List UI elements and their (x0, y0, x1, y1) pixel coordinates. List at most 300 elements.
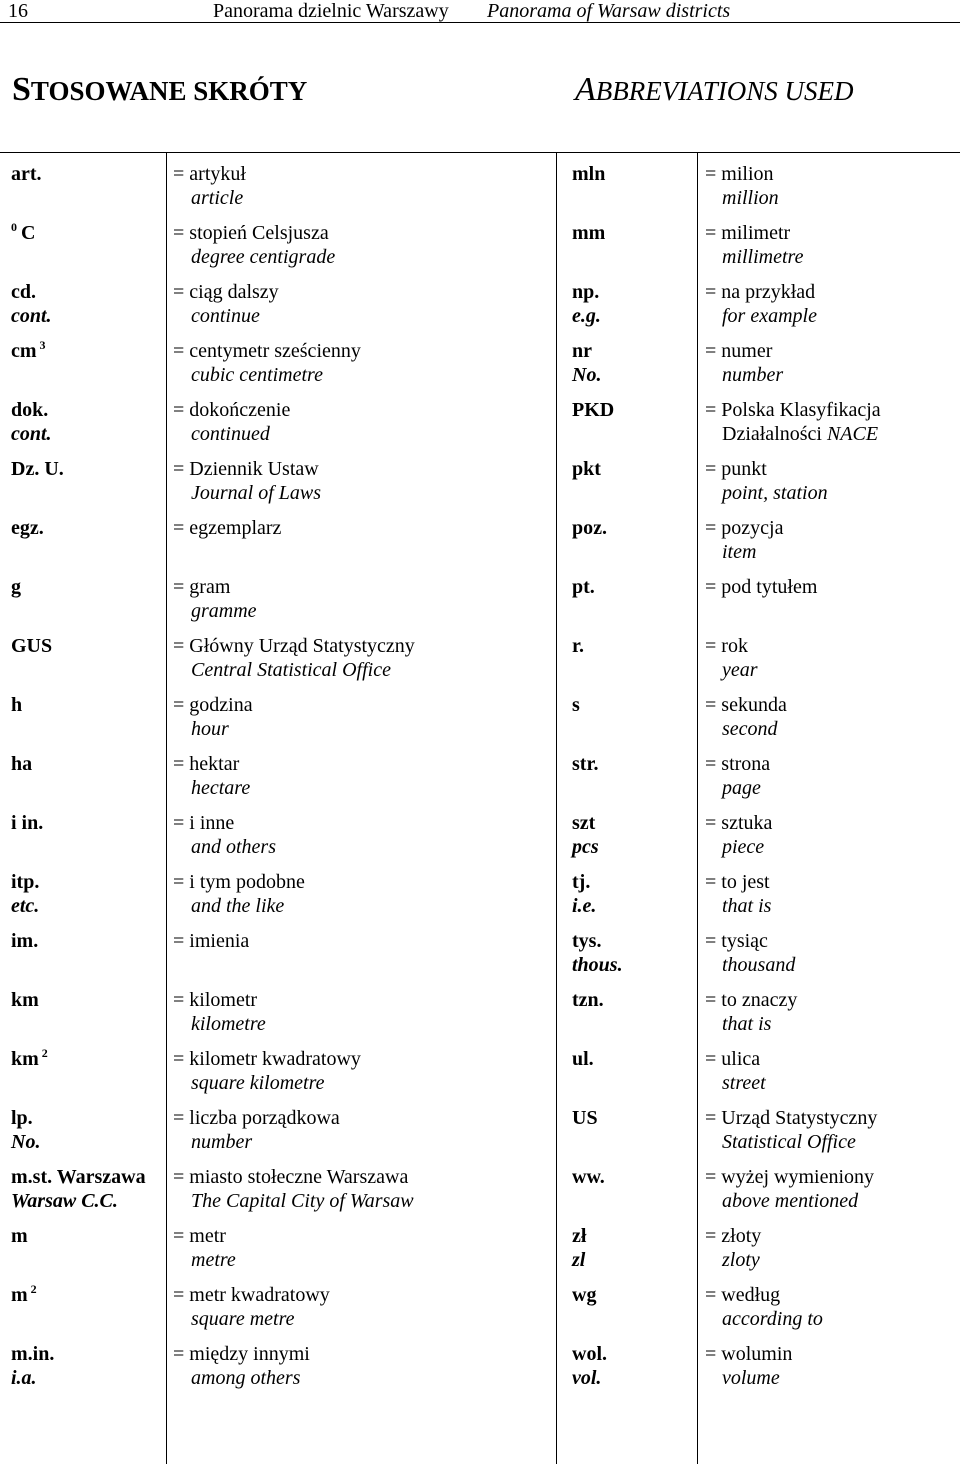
abbreviation-cell (11, 752, 32, 776)
definition-second-line (705, 1130, 877, 1154)
definition-second-line (705, 481, 828, 505)
abbreviation (572, 988, 604, 1012)
abbreviation (572, 1047, 594, 1071)
definition-pl: = milion (705, 163, 774, 185)
definition-en: gramme (191, 600, 257, 622)
definition-second-line (173, 894, 305, 918)
definition-en: article (191, 187, 244, 209)
abbreviation (572, 693, 580, 717)
definition-second-line (705, 1189, 874, 1213)
abbreviation-text: poz. (572, 517, 607, 539)
definition-en: hectare (191, 777, 251, 799)
definition-en: that is (722, 1013, 772, 1035)
definition-cell (173, 398, 290, 446)
definition-cell (705, 1047, 766, 1095)
definition-pl: = strona (705, 753, 771, 775)
abbreviation-text: cm (11, 340, 37, 362)
definition-second-line (173, 1130, 340, 1154)
abbreviation-text: wg (572, 1284, 597, 1306)
abbreviation (11, 929, 38, 953)
abbreviation-en: e.g. (572, 305, 601, 327)
abbreviation-text: ww. (572, 1166, 605, 1188)
definition-pl: = punkt (705, 458, 767, 480)
abbreviation-cell (572, 1224, 586, 1272)
definition-cell (173, 457, 321, 505)
abbreviation-en: zl (572, 1249, 586, 1271)
abbreviation-text: tys. (572, 930, 602, 952)
definition-second-line (173, 245, 335, 269)
abbreviation-cell (11, 1047, 48, 1071)
section-heading-pl: STOSOWANE SKRÓTY (12, 71, 308, 108)
abbreviation (572, 221, 605, 245)
abbreviation (572, 280, 601, 304)
abbreviation (572, 870, 596, 894)
abbreviation-cell (11, 221, 35, 245)
abbreviation (572, 398, 614, 422)
abbreviation-cell (11, 1283, 37, 1307)
superscript: 2 (41, 1046, 48, 1060)
abbreviation-cell (11, 339, 46, 363)
definition-pl: = to znaczy (705, 989, 798, 1011)
abbreviation-cell (11, 693, 22, 717)
definition-en: continued (191, 423, 270, 445)
definition-cell (705, 339, 783, 387)
abbreviation-en: i.e. (572, 895, 597, 917)
abbreviation-text: dok. (11, 399, 49, 421)
abbreviation-text: s (572, 694, 580, 716)
definition-second-line (173, 481, 321, 505)
abbreviation-cell (572, 339, 601, 387)
abbreviation-text: km (11, 989, 39, 1011)
running-title-pl: Panorama dzielnic Warszawy (213, 0, 449, 22)
definition-pl: = według (705, 1284, 781, 1306)
definition-pl: = wolumin (705, 1343, 793, 1365)
definition-second-line (705, 776, 770, 800)
abbreviation-cell (11, 1224, 28, 1248)
abbreviation-text: pt. (572, 576, 595, 598)
definition-en: million (722, 187, 779, 209)
abbreviation-cell (572, 693, 580, 717)
abbreviation (572, 339, 601, 363)
abbreviation-text: C (21, 222, 36, 244)
definition-pl: = numer (705, 340, 773, 362)
definition-en: for example (722, 305, 817, 327)
definition-pl: = sekunda (705, 694, 787, 716)
abbreviation-cell (572, 811, 599, 859)
definition-pl: = Dziennik Ustaw (173, 458, 319, 480)
definition-cell (173, 221, 335, 269)
definition-cell (173, 988, 266, 1036)
abbreviation-text: cd. (11, 281, 36, 303)
definition-cell (705, 575, 817, 599)
abbreviation-cell (572, 1342, 607, 1390)
definition-second-line (173, 186, 246, 210)
abbreviation-cell (11, 457, 64, 481)
page-number: 16 (8, 0, 28, 22)
definition-cell (705, 1165, 874, 1213)
abbreviation-cell (11, 988, 39, 1012)
section-heading-en: ABBREVIATIONS USED (575, 71, 854, 108)
abbreviation-text: wol. (572, 1343, 607, 1365)
definition-cell (173, 162, 246, 210)
definition-second-line (173, 1307, 330, 1331)
abbreviation (11, 811, 43, 835)
definition-pl: = kilometr kwadratowy (173, 1048, 361, 1070)
definition-second-line (173, 776, 250, 800)
definition-en: that is (722, 895, 772, 917)
definition-en: number (722, 364, 784, 386)
abbreviation-text: art. (11, 163, 42, 185)
definition-cell (705, 929, 795, 977)
definition-second-line (173, 717, 253, 741)
abbreviation-cell (572, 1165, 605, 1189)
definition-pl: = liczba porządkowa (173, 1107, 340, 1129)
abbreviation-text: mm (572, 222, 606, 244)
definition-en: millimetre (722, 246, 804, 268)
definition-pl: = sztuka (705, 812, 773, 834)
definition-cell (173, 1342, 310, 1390)
definition-en: number (191, 1131, 253, 1153)
definition-pl: = Główny Urząd Statystyczny (173, 635, 415, 657)
definition-en: page (722, 777, 761, 799)
abbreviation (11, 339, 46, 363)
definition-cell (173, 634, 415, 682)
definition-second-line (173, 1366, 310, 1390)
definition-cell (705, 634, 758, 682)
abbreviation-text: km (11, 1048, 39, 1070)
definition-en: zloty (722, 1249, 760, 1271)
definition-en: square kilometre (191, 1072, 325, 1094)
definition-cell (173, 575, 257, 623)
abbreviation-cell (572, 575, 595, 599)
abbreviation (572, 752, 598, 776)
abbreviation-cell (572, 870, 596, 918)
definition-second-line (705, 363, 783, 387)
definition-cell (705, 221, 803, 269)
abbreviation-text: nr (572, 340, 592, 362)
definition-en: hour (191, 718, 229, 740)
abbreviation-text: m.st. Warszawa (11, 1166, 146, 1188)
definition-pl: = metr (173, 1225, 226, 1247)
abbreviation-text: str. (572, 753, 599, 775)
abbreviation-cell (11, 575, 21, 599)
abbreviation-cell (11, 516, 44, 540)
definition-pl: = milimetr (705, 222, 791, 244)
abbreviation-text: Dz. U. (11, 458, 64, 480)
abbreviation-cell (11, 634, 52, 658)
definition-pl: = metr kwadratowy (173, 1284, 330, 1306)
definition-cell (173, 929, 249, 953)
definition-en: kilometre (191, 1013, 266, 1035)
abbreviation-cell (572, 1047, 594, 1071)
abbreviation-cell (572, 988, 604, 1012)
abbreviation-en: No. (11, 1131, 41, 1153)
abbreviation-cell (572, 1106, 598, 1130)
abbreviation (572, 811, 599, 835)
abbreviation-cell (572, 162, 605, 186)
definition-second-line (173, 658, 415, 682)
definition-en: The Capital City of Warsaw (191, 1190, 414, 1212)
definition-second-line (705, 1366, 792, 1390)
definition-second-line (705, 186, 779, 210)
definition-cell (705, 1224, 761, 1272)
definition-pl: = centymetr sześcienny (173, 340, 361, 362)
definition-second-line (173, 599, 257, 623)
abbreviation-text: i in. (11, 812, 44, 834)
definition-second-line (173, 835, 276, 859)
abbreviation-text: m.in. (11, 1343, 55, 1365)
definition-second-line (705, 245, 803, 269)
column-divider-left (166, 153, 167, 1464)
abbreviation (572, 575, 595, 599)
definition-second-line (173, 1071, 361, 1095)
abbreviation-cell (11, 929, 38, 953)
definition-second-line (173, 304, 279, 328)
abbreviation-cell (572, 1283, 596, 1307)
definition-cell (705, 870, 771, 918)
abbreviation-text: tzn. (572, 989, 604, 1011)
definition-pl: = ulica (705, 1048, 761, 1070)
definition-cell (705, 280, 817, 328)
abbreviation-text: m (11, 1225, 28, 1247)
definition-cell (705, 752, 770, 800)
abbreviation-en: etc. (11, 895, 40, 917)
abbreviation (11, 457, 64, 481)
definition-cell (173, 1106, 340, 1154)
definition-en: square metre (191, 1308, 295, 1330)
abbreviation-text: US (572, 1107, 598, 1129)
definition-pl: = i inne (173, 812, 235, 834)
abbreviation-text: ha (11, 753, 33, 775)
abbreviation (572, 1283, 596, 1307)
definition-en: metre (191, 1249, 236, 1271)
definition-second-line (705, 717, 787, 741)
superscript: 2 (30, 1282, 37, 1296)
definition-pl: = rok (705, 635, 748, 657)
abbreviation (11, 398, 52, 422)
definition-en: cubic centimetre (191, 364, 323, 386)
abbreviation (572, 162, 605, 186)
definition-pl: = godzina (173, 694, 253, 716)
definition-second-line (705, 953, 795, 977)
definition-en: and the like (191, 895, 285, 917)
definition-second-line (173, 1189, 414, 1213)
definition-en: piece (722, 836, 765, 858)
definition-second-line (173, 422, 290, 446)
definition-cell (173, 1224, 236, 1272)
definition-pl: = tysiąc (705, 930, 768, 952)
definition-en: second (722, 718, 778, 740)
abbreviation-cell (11, 870, 39, 918)
definition-en: and others (191, 836, 276, 858)
abbreviation-cell (11, 1106, 40, 1154)
abbreviation-en: No. (572, 364, 602, 386)
definition-pl: = i tym podobne (173, 871, 305, 893)
definition-cell (173, 280, 279, 328)
definition-pl-continued: Działalności (722, 423, 822, 445)
definition-second-line (705, 1071, 766, 1095)
abbreviation-cell (11, 280, 52, 328)
definition-pl: = Urząd Statystyczny (705, 1107, 878, 1129)
definition-second-line (705, 1012, 797, 1036)
definition-en: NACE (826, 423, 879, 445)
abbreviation-en: vol. (572, 1367, 602, 1389)
abbreviation-en: pcs (572, 836, 599, 858)
abbreviation (11, 280, 52, 304)
definition-cell (705, 988, 797, 1036)
definition-pl: = gram (173, 576, 231, 598)
running-title-en: Panorama of Warsaw districts (487, 0, 731, 22)
abbreviation-text: pkt (572, 458, 601, 480)
definition-pl: = ciąg dalszy (173, 281, 279, 303)
definition-cell (173, 1283, 330, 1331)
abbreviation (11, 1342, 54, 1366)
definition-second-line (173, 1012, 266, 1036)
definition-pl: = Polska Klasyfikacja (705, 399, 881, 421)
definition-cell (705, 811, 772, 859)
abbreviation-cell (11, 162, 42, 186)
abbreviation-text: mln (572, 163, 606, 185)
abbreviation-cell (572, 398, 614, 422)
abbreviation (572, 1224, 586, 1248)
definition-second-line (705, 1248, 761, 1272)
abbreviation-en: cont. (11, 423, 52, 445)
definition-cell (705, 1342, 792, 1390)
abbreviation-text: g (11, 576, 21, 598)
abbreviation-en: i.a. (11, 1367, 37, 1389)
definition-en: thousand (722, 954, 796, 976)
definition-second-line (173, 1248, 236, 1272)
definition-cell (705, 162, 779, 210)
superscript: 3 (39, 338, 46, 352)
abbreviation-text: szt (572, 812, 596, 834)
definition-en: Central Statistical Office (191, 659, 391, 681)
abbreviation-en: Warsaw C.C. (11, 1190, 118, 1212)
definition-second-line (705, 835, 772, 859)
definition-cell (173, 1165, 414, 1213)
definition-pl: = pod tytułem (705, 576, 818, 598)
abbreviation-cell (572, 457, 601, 481)
header-rule (0, 22, 960, 23)
definition-second-line (705, 540, 783, 564)
definition-cell (705, 693, 787, 741)
abbreviation (11, 1224, 28, 1248)
definition-pl: = hektar (173, 753, 240, 775)
abbreviation-text: itp. (11, 871, 40, 893)
definition-en: street (722, 1072, 766, 1094)
column-divider-middle (556, 153, 557, 1464)
definition-en: Statistical Office (722, 1131, 856, 1153)
abbreviation-text: m (11, 1284, 28, 1306)
definition-pl: = stopień Celsjusza (173, 222, 329, 244)
abbreviation (11, 693, 22, 717)
abbreviation (572, 1342, 607, 1366)
abbreviation-cell (11, 811, 43, 835)
abbreviation (11, 575, 21, 599)
definition-pl: = to jest (705, 871, 770, 893)
definition-en: year (722, 659, 758, 681)
abbreviation-en: cont. (11, 305, 52, 327)
definition-second-line (705, 422, 881, 446)
abbreviation (11, 1165, 146, 1189)
definition-en: item (722, 541, 757, 563)
definition-cell (705, 398, 881, 446)
abbreviation-cell (572, 516, 607, 540)
definition-en: Journal of Laws (191, 482, 322, 504)
abbreviation (11, 1283, 37, 1307)
definition-second-line (173, 363, 361, 387)
abbreviation (572, 516, 607, 540)
abbreviation (572, 1165, 605, 1189)
definition-pl: = egzemplarz (173, 517, 282, 539)
definition-en: according to (722, 1308, 823, 1330)
definition-second-line (705, 304, 817, 328)
abbreviation-cell (572, 280, 601, 328)
definition-second-line (705, 1307, 823, 1331)
abbreviation-text: r. (572, 635, 585, 657)
definition-pl: = pozycja (705, 517, 784, 539)
abbreviation-text: h (11, 694, 23, 716)
abbreviation (11, 1047, 48, 1071)
definition-cell (705, 1106, 877, 1154)
abbreviation (11, 752, 32, 776)
abbreviation (11, 870, 39, 894)
definition-pl: = między innymi (173, 1343, 310, 1365)
abbreviation (11, 516, 44, 540)
abbreviation-text: im. (11, 930, 39, 952)
abbreviation-text: tj. (572, 871, 591, 893)
definition-pl: = imienia (173, 930, 250, 952)
abbreviation (11, 634, 52, 658)
definition-pl: = artykuł (173, 163, 246, 185)
abbreviation (572, 929, 623, 953)
definition-cell (173, 516, 281, 540)
abbreviation-text: lp. (11, 1107, 33, 1129)
definition-pl: = miasto stołeczne Warszawa (173, 1166, 409, 1188)
definition-cell (173, 339, 361, 387)
abbreviation (11, 1106, 40, 1130)
abbreviation-cell (11, 1165, 146, 1213)
abbreviation-cell (572, 752, 598, 776)
abbreviation (572, 457, 601, 481)
abbreviation-en: thous. (572, 954, 623, 976)
definition-cell (173, 693, 253, 741)
definition-cell (705, 457, 828, 505)
definition-pl: = na przykład (705, 281, 816, 303)
definition-cell (705, 516, 783, 564)
abbreviation-text: egz. (11, 517, 44, 539)
table-top-rule (0, 152, 960, 153)
definition-second-line (705, 658, 758, 682)
abbreviation (11, 162, 42, 186)
definition-en: volume (722, 1367, 780, 1389)
definition-cell (173, 870, 305, 918)
definition-en: degree centigrade (191, 246, 336, 268)
abbreviation-cell (572, 929, 623, 977)
abbreviation (11, 221, 35, 245)
abbreviation-text: np. (572, 281, 600, 303)
abbreviation (11, 988, 39, 1012)
definition-en: point, station (722, 482, 828, 504)
definition-pl: = wyżej wymieniony (705, 1166, 875, 1188)
definition-pl: = złoty (705, 1225, 762, 1247)
definition-cell (173, 752, 250, 800)
definition-pl: = kilometr (173, 989, 258, 1011)
abbreviation-cell (572, 221, 605, 245)
definition-pl: = dokończenie (173, 399, 291, 421)
superscript: 0 (11, 220, 17, 234)
definition-cell (173, 1047, 361, 1095)
